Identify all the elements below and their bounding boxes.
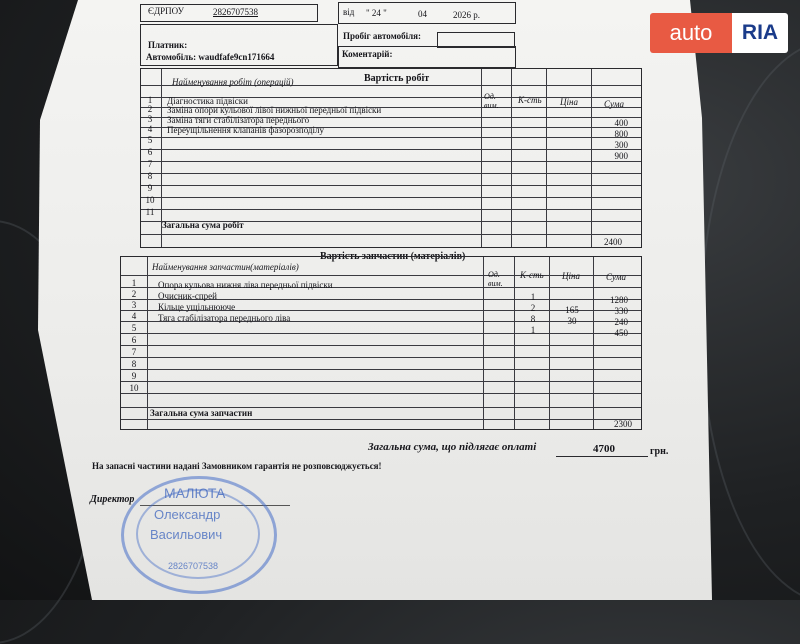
parts-row-num: 6 — [131, 335, 137, 345]
parts-row-name: Кільце ущільнююче — [158, 302, 236, 312]
works-row-sum: 400 — [614, 118, 628, 128]
works-row-name: Заміна опори кульової лівої нижньої передньої підвіски — [167, 105, 382, 115]
parts-row-name: Опора кульова нижня ліва передньої підвіски — [158, 280, 333, 290]
grand-total-underline — [556, 456, 648, 457]
works-col-name: Найменування робіт (операцій) — [172, 77, 294, 87]
works-row-sum: 900 — [614, 151, 628, 161]
parts-row-qty: 2 — [530, 303, 536, 313]
parts-row-num: 4 — [131, 311, 137, 321]
works-col-sum: Сума — [604, 99, 625, 109]
works-row-sum: 300 — [614, 140, 628, 150]
works-col-qty: К-сть — [518, 95, 542, 105]
grand-total-label: Загальна сума, що підлягає оплаті — [368, 441, 537, 453]
parts-total-value: 2300 — [614, 419, 632, 429]
date-month: 04 — [418, 9, 427, 19]
works-row-num: 2 — [147, 104, 153, 114]
works-total-label: Загальна сума робіт — [162, 220, 244, 230]
works-row-sum: 800 — [614, 129, 628, 139]
parts-row-num: 9 — [131, 371, 137, 381]
works-row-num: 5 — [147, 135, 153, 145]
works-row-num: 6 — [147, 147, 153, 157]
comment-label: Коментарій: — [342, 49, 393, 59]
mileage-label: Пробіг автомобіля: — [343, 31, 422, 41]
parts-row-sum: 1280 — [610, 295, 628, 305]
parts-col-sum: Сума — [606, 272, 627, 282]
works-title: Вартість робіт — [364, 73, 430, 84]
parts-row-qty: 1 — [530, 325, 536, 335]
stamp-name: МАЛЮТА — [164, 485, 226, 501]
director-label: Директор — [90, 494, 135, 505]
works-row-num: 10 — [145, 195, 155, 205]
parts-row-price: 30 — [567, 316, 577, 326]
works-col-unit: Од. вим. — [484, 92, 499, 110]
company-stamp — [121, 476, 277, 594]
parts-row-sum: 330 — [614, 306, 628, 316]
warranty-note: На запасні частини надані Замовником гарантія не розповсюджується! — [92, 461, 382, 471]
parts-col-qty: К-сть — [520, 270, 544, 280]
works-row-num: 11 — [145, 207, 155, 217]
works-row-num: 1 — [147, 95, 153, 105]
edrpou-value: 2826707538 — [213, 7, 258, 17]
works-row-num: 4 — [147, 124, 153, 134]
grand-total-value: 4700 — [593, 443, 615, 455]
parts-col-unit: Од. вим. — [488, 270, 503, 288]
works-row-name: Заміна тяги стабілізатора переднього — [167, 115, 310, 125]
autoria-logo — [650, 13, 788, 53]
parts-col-name: Найменування запчастин(матеріалів) — [152, 262, 299, 272]
date-day: " 24 " — [366, 8, 387, 18]
parts-row-num: 10 — [129, 383, 139, 393]
date-label: від — [343, 7, 355, 17]
car-label: Автомобіль: waudfafe9cn171664 — [146, 52, 275, 62]
stamp-code: 2826707538 — [168, 561, 219, 571]
parts-title: Вартість запчастин (матеріалів) — [320, 251, 466, 262]
edrpou-label: ЄДРПОУ — [148, 6, 184, 16]
works-row-num: 7 — [147, 159, 153, 169]
works-row-num: 9 — [147, 183, 153, 193]
parts-total-label: Загальна сума запчастин — [150, 408, 253, 418]
parts-col-price: Ціна — [562, 271, 580, 281]
parts-row-num: 8 — [131, 359, 137, 369]
works-row-num: 8 — [147, 171, 153, 181]
parts-row-num: 2 — [131, 289, 137, 299]
parts-row-price: 165 — [565, 305, 579, 315]
parts-row-num: 3 — [131, 300, 137, 310]
works-row-num: 3 — [147, 114, 153, 124]
parts-row-sum: 240 — [614, 317, 628, 327]
works-row-name: Діагностика підвіски — [167, 96, 248, 106]
grand-total-currency: грн. — [650, 446, 669, 457]
works-row-name: Переущільнення клапанів фазорозподілу — [167, 125, 325, 135]
date-box — [338, 2, 516, 24]
works-col-price: Ціна — [560, 97, 578, 107]
works-total-value: 2400 — [604, 237, 622, 247]
parts-row-name: Тяга стабілізатора переднього ліва — [158, 313, 291, 323]
parts-row-num: 7 — [131, 347, 137, 357]
parts-row-qty: 8 — [530, 314, 536, 324]
parts-row-num: 5 — [131, 323, 137, 333]
logo-ria-text: RIA — [732, 13, 788, 53]
parts-row-name: Очисник-спрей — [158, 291, 217, 301]
parts-row-sum: 450 — [614, 328, 628, 338]
payer-label: Платник: — [148, 40, 188, 50]
stamp-line2: Олександр — [154, 507, 221, 522]
parts-row-qty: 1 — [530, 292, 536, 302]
logo-auto-text: auto — [650, 13, 732, 53]
parts-row-num: 1 — [131, 278, 137, 288]
date-year: 2026 р. — [453, 10, 480, 20]
stamp-line3: Васильович — [150, 527, 223, 542]
